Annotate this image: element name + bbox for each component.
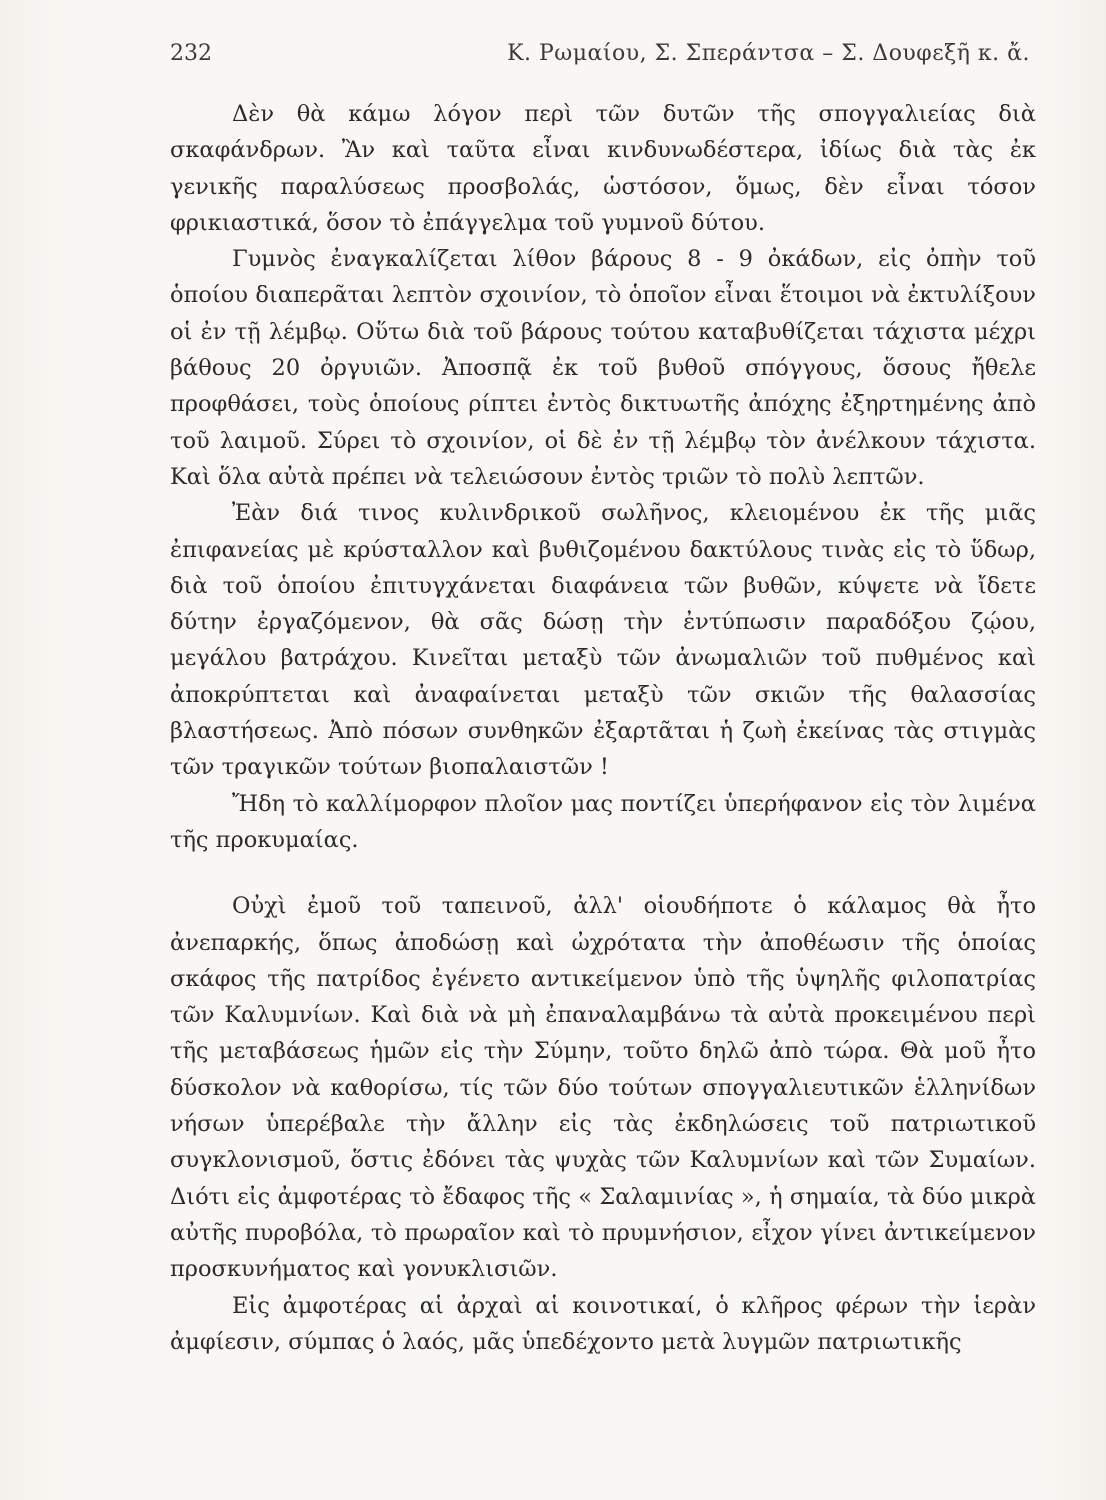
paragraph-kalymnos-reception: Οὐχὶ ἐμοῦ τοῦ ταπεινοῦ, ἀλλ' οἱουδήποτε ὁ κάλαμος θὰ ἦτο ἀνεπαρκής, ὅπως ἀποδώσῃ καὶ ὠχρότατα τὴν ἀποθέωσιν τῆς ὁποίας σκάφος τῆς πατρίδος ἐγένετο αντικείμενον ὑπὸ τῆς ὑψηλῆς φιλοπατρίας τῶν Καλυμνίων. Καὶ διὰ νὰ μὴ ἐπαναλαμβάνω τὰ αὐτὰ προκειμένου περὶ τῆς μεταβάσεως ἡμῶν εἰς τὴν Σύμην, τοῦτο δηλῶ ἀπὸ τώρα. Θὰ μοῦ ἦτο δύσκολον νὰ καθορίσω, τίς τῶν δύο τούτων σπογγαλιευτικῶν ἑλληνίδων νήσων ὑπερέβαλε τὴν ἄλλην εἰς τὰς ἐκδηλώσεις τοῦ πατριωτικοῦ συγκλονισμοῦ, ὅστις ἐδόνει τὰς ψυχὰς τῶν Καλυμνίων καὶ τῶν Συμαίων. Διότι εἰς ἀμφοτέρας τὸ ἔδαφος τῆς « Σαλαμινίας », ἡ σημαία, τὰ δύο μικρὰ αὐτῆς πυροβόλα, τὸ πρωραῖον καὶ τὸ πρυμνήσιον, εἶχον γίνει ἀντικείμενον προσκυνήματος καὶ γονυκλισιῶν. xyxy=(170,893,1036,1283)
paragraph-diving-suits: Δὲν θὰ κάμω λόγον περὶ τῶν δυτῶν τῆς σπογγαλιείας διὰ σκαφάνδρων. Ἂν καὶ ταῦτα εἶναι κινδυνωδέστερα, ἰδίως διὰ τὰς ἐκ γενικῆς παραλύσεως προσβολάς, ὡστόσον, ὅμως, δὲν εἶναι τόσον φρικιαστικά, ὅσον τὸ ἐπάγγελμα τοῦ γυμνοῦ δύτου. xyxy=(170,101,1036,236)
page-number: 232 xyxy=(170,41,212,66)
running-head: Κ. Ρωμαίου, Σ. Σπεράντσα – Σ. Δουφεξῆ κ. ἄ. xyxy=(507,41,1030,66)
paragraph-naked-diver: Γυμνὸς ἐναγκαλίζεται λίθον βάρους 8 - 9 ὀκάδων, εἰς ὀπὴν τοῦ ὁποίου διαπερᾶται λεπτὸν σχοινίον, τὸ ὁποῖον εἶναι ἕτοιμοι νὰ ἐκτυλίξουν οἱ ἐν τῇ λέμβῳ. Οὕτω διὰ τοῦ βάρους τούτου καταβυθίζεται τάχιστα μέχρι βάθους 20 ὀργυιῶν. Ἀποσπᾷ ἐκ τοῦ βυθοῦ σπόγγους, ὅσους ἤθελε προφθάσει, τοὺς ὁποίους ρίπτει ἐντὸς δικτυωτῆς ἀπόχης ἐξηρτημένης ἀπὸ τοῦ λαιμοῦ. Σύρει τὸ σχοινίον, οἱ δὲ ἐν τῇ λέμβῳ τὸν ἀνέλκουν τάχιστα. Καὶ ὅλα αὐτὰ πρέπει νὰ τελειώσουν ἐντὸς τριῶν τὸ πολὺ λεπτῶν. xyxy=(170,246,1036,490)
paragraph-both-islands: Εἰς ἀμφοτέρας αἱ ἀρχαὶ αἱ κοινοτικαί, ὁ κλῆρος φέρων τὴν ἱερὰν ἀμφίεσιν, σύμπας ὁ λαός, μᾶς ὑπεδέχοντο μετὰ λυγμῶν πατριωτικῆς xyxy=(170,1292,1036,1355)
paragraph-ship-arrival: Ἤδη τὸ καλλίμορφον πλοῖον μας ποντίζει ὑπερήφανον εἰς τὸν λιμένα τῆς προκυμαίας. xyxy=(170,790,1036,853)
body-text xyxy=(170,96,1036,1360)
page-header xyxy=(170,34,1030,74)
paragraph-observation-tube: Ἐὰν διά τινος κυλινδρικοῦ σωλῆνος, κλειομένου ἐκ τῆς μιᾶς ἐπιφανείας μὲ κρύσταλλον καὶ βυθιζομένου δακτύλους τινὰς εἰς τὸ ὕδωρ, διὰ τοῦ ὁποίου ἐπιτυγχάνεται διαφάνεια τῶν βυθῶν, κύψετε νὰ ἴδετε δύτην ἐργαζόμενον, θὰ σᾶς δώσῃ τὴν ἐντύπωσιν παραδόξου ζῴου, μεγάλου βατράχου. Κινεῖται μεταξὺ τῶν ἀνωμαλιῶν τοῦ πυθμένος καὶ ἀποκρύπτεται καὶ ἀναφαίνεται μεταξὺ τῶν σκιῶν τῆς θαλασσίας βλαστήσεως. Ἀπὸ πόσων συνθηκῶν ἐξαρτᾶται ἡ ζωὴ ἐκείνας τὰς στιγμὰς τῶν τραγικῶν τούτων βιοπαλαιστῶν ! xyxy=(170,500,1036,781)
